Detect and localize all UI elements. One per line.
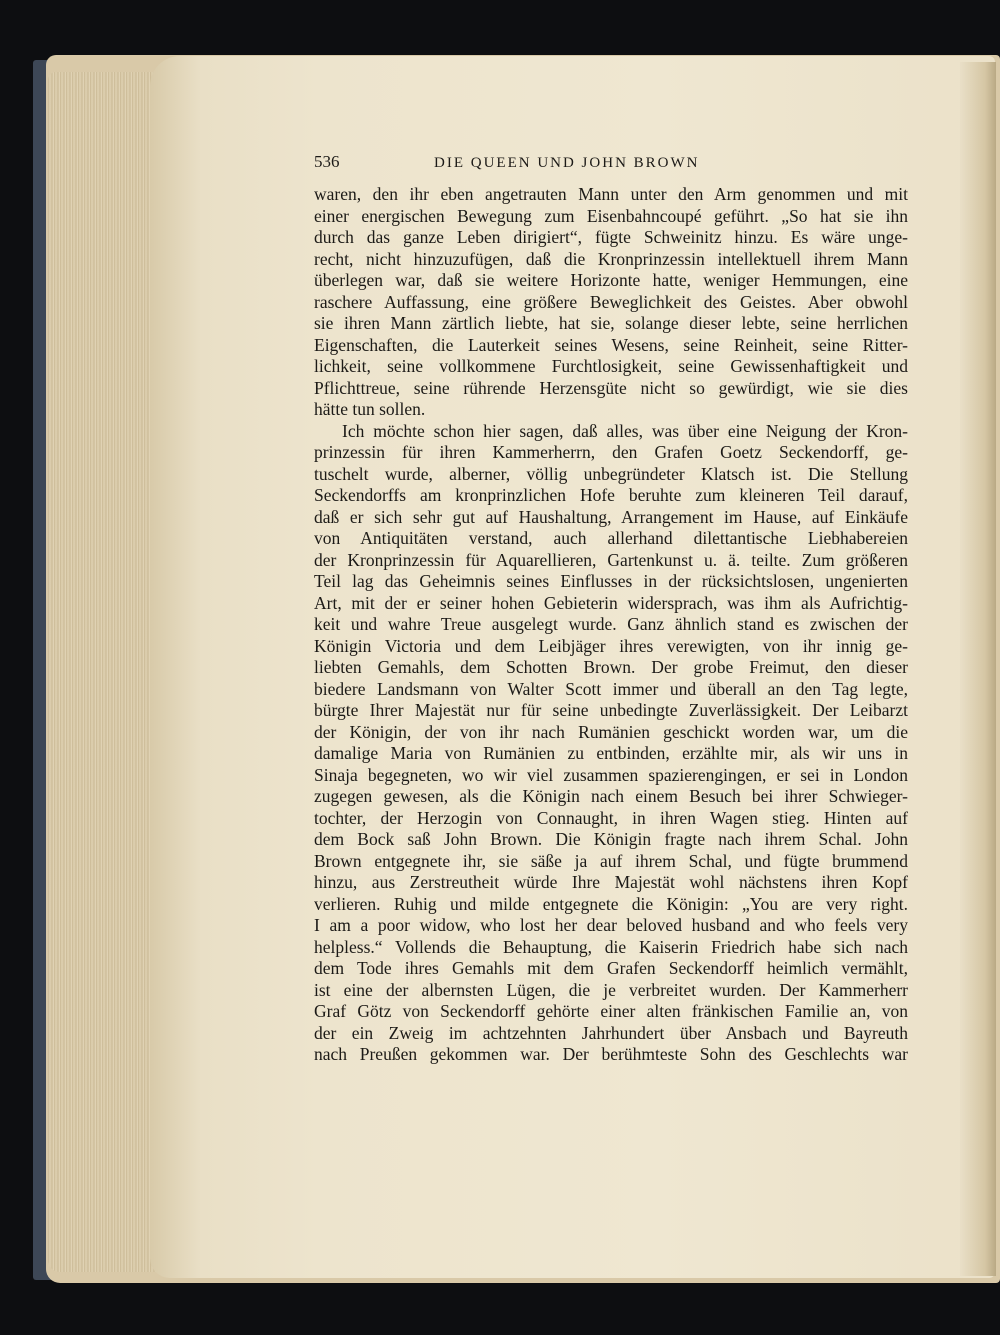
text-line: Eigenschaften, die Lauterkeit seines Wesens, seine Reinheit, seine Ritter- (314, 334, 908, 355)
text-line: bürgte Ihrer Majestät nur für seine unbedingte Zuverlässigkeit. Der Leibarzt (314, 700, 908, 720)
text-line: damalige Maria von Rumänien zu entbinden, erzählte mir, als wir uns in (314, 743, 908, 763)
text-line: verlieren. Ruhig und milde entgegnete die Königin: „You are very right. (314, 893, 908, 914)
text-line: Graf Götz von Seckendorff gehörte einer alten fränkischen Familie an, von (314, 1001, 908, 1021)
body-text (314, 184, 908, 1066)
text-line: zugegen gewesen, als die Königin nach einem Besuch bei ihrer Schwieger- (314, 786, 908, 806)
text-line: Pflichttreue, seine rührende Herzensgüte nicht so gewürdigt, wie sie dies (314, 377, 908, 398)
text-line: ist eine der albernsten Lügen, die je verbreitet wurden. Der Kammerherr (314, 979, 908, 1000)
text-line: sie ihren Mann zärtlich liebte, hat sie, solange dieser lebte, seine herrlichen (314, 313, 908, 333)
text-line: der Kronprinzessin für Aquarellieren, Gartenkunst u. ä. teilte. Zum größeren (314, 549, 908, 570)
text-line: Teil lag das Geheimnis seines Einflusses in der rücksichtslosen, ungenierten (314, 571, 908, 591)
text-line: tuschelt wurde, alberner, völlig unbegründeter Klatsch ist. Die Stellung (314, 463, 908, 484)
text-line: der Königin, der von ihr nach Rumänien geschickt worden war, um die (314, 721, 908, 742)
text-line: waren, den ihr eben angetrauten Mann unter den Arm genommen und mit (314, 184, 908, 204)
text-line: Königin Victoria und dem Leibjäger ihres verewigten, von ihr innig ge- (314, 635, 908, 656)
text-line: helpless.“ Vollends die Behauptung, die Kaiserin Friedrich habe sich nach (314, 936, 908, 957)
running-head (314, 152, 908, 182)
text-line: raschere Auffassung, eine größere Beweglichkeit des Geistes. Aber obwohl (314, 291, 908, 312)
text-line: I am a poor widow, who lost her dear beloved husband and who feels very (314, 915, 908, 935)
text-line: der ein Zweig im achtzehnten Jahrhundert über Ansbach und Bayreuth (314, 1022, 908, 1043)
text-line: Brown entgegnete ihr, sie säße ja auf ihrem Schal, und fügte brummend (314, 850, 908, 871)
page-right-edge (960, 62, 996, 1276)
text-line: Sinaja begegneten, wo wir viel zusammen spazierengingen, er sei in London (314, 764, 908, 785)
page-number: 536 (314, 152, 340, 171)
text-line: liebten Gemahls, dem Schotten Brown. Der grobe Freimut, den dieser (314, 657, 908, 677)
text-line: biedere Landsmann von Walter Scott immer und überall an den Tag legte, (314, 678, 908, 699)
text-line: recht, nicht hinzuzufügen, daß die Kronprinzessin intellektuell ihrem Mann (314, 248, 908, 269)
text-line: lichkeit, seine vollkommene Furchtlosigkeit, seine Gewissenhaftigkeit und (314, 356, 908, 376)
text-line: Art, mit der er seiner hohen Gebieterin widersprach, was ihm als Aufrichtig- (314, 592, 908, 613)
text-line: Seckendorffs am kronprinzlichen Hofe beruhte zum kleineren Teil darauf, (314, 485, 908, 505)
text-line: tochter, der Herzogin von Connaught, in ihren Wagen stieg. Hinten auf (314, 807, 908, 828)
text-line: durch das ganze Leben dirigiert“, fügte Schweinitz hinzu. Es wäre unge- (314, 227, 908, 247)
text-line: einer energischen Bewegung zum Eisenbahncoupé geführt. „So hat sie ihn (314, 205, 908, 226)
text-line: hinzu, aus Zerstreutheit würde Ihre Majestät wohl nächstens ihren Kopf (314, 872, 908, 892)
text-line: daß er sich sehr gut auf Haushaltung, Arrangement im Hause, auf Einkäufe (314, 506, 908, 527)
text-line: nach Preußen gekommen war. Der berühmteste Sohn des Geschlechts war (314, 1044, 908, 1064)
text-line: von Antiquitäten verstand, auch allerhand dilettantische Liebhabereien (314, 528, 908, 548)
text-area (314, 152, 908, 1066)
text-line: dem Tode ihres Gemahls mit dem Grafen Seckendorff heimlich vermählt, (314, 958, 908, 978)
text-line: dem Bock saß John Brown. Die Königin fragte nach ihrem Schal. John (314, 829, 908, 849)
text-line: Ich möchte schon hier sagen, daß alles, was über eine Neigung der Kron- (342, 420, 908, 441)
text-line: prinzessin für ihren Kammerherrn, den Grafen Goetz Seckendorff, ge- (314, 442, 908, 462)
text-line: überlegen war, daß sie weitere Horizonte hatte, weniger Hemmungen, eine (314, 270, 908, 290)
running-title: DIE QUEEN UND JOHN BROWN (434, 155, 700, 171)
text-line: hätte tun sollen. (314, 399, 426, 419)
text-line: keit und wahre Treue ausgelegt wurde. Ganz ähnlich stand es zwischen der (314, 614, 908, 634)
